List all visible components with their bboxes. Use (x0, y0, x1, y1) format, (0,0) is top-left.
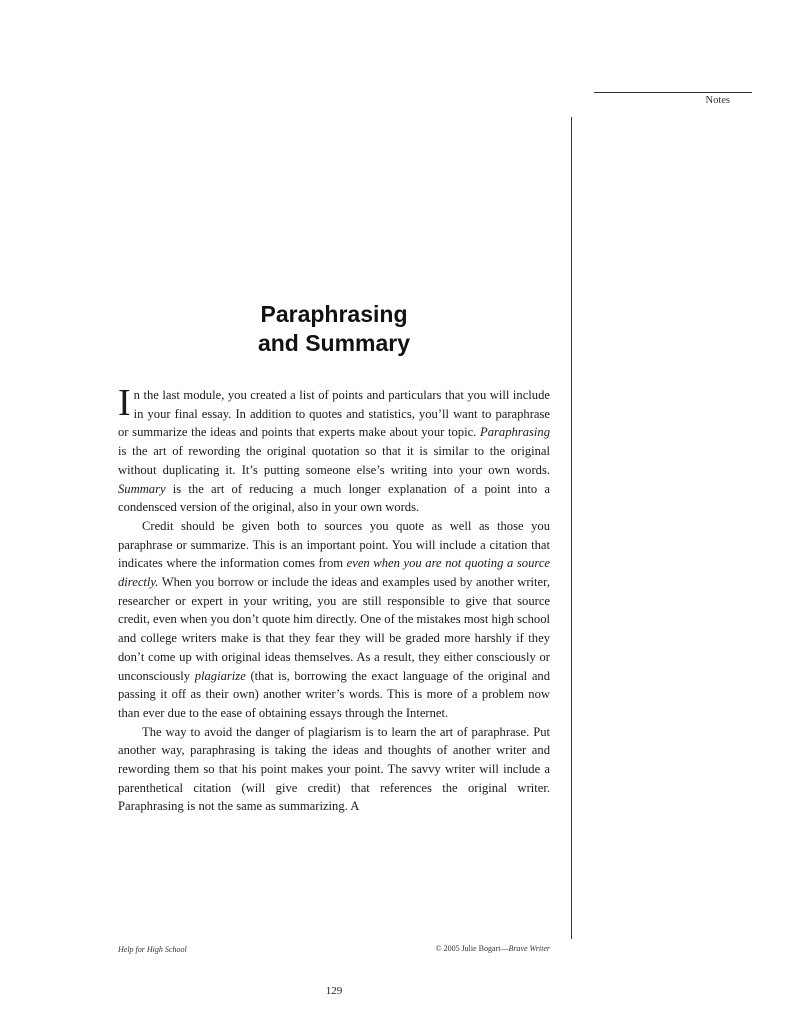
paragraph-2-text-a: Credit should be given both to sources you quote as well as those you paraphrase or summarize. This is an important point. You will include a citation that indicates where the information comes from (118, 518, 550, 571)
paragraph-2-text-b: When you borrow or include the ideas and examples used by another writer, researcher or expert in your writing, you are still responsible to give that source credit, even when you don’t quote him directly. One of the mistakes most high school and college writers make is that they fear they will be graded more harshly if they don’t come up with original ideas themselves. As a result, they either consciously or unconsciously (118, 575, 550, 683)
notes-column-rule (594, 92, 752, 93)
paragraph-1-text-c: is the art of reducing a much longer explanation of a point into a condensced version of the original, also in your own words. (118, 481, 550, 515)
copyright-text: © 2005 Julie Bogart— (435, 944, 509, 953)
term-paraphrasing: Paraphrasing (480, 425, 550, 440)
paragraph-1-text-a: n the last module, you created a list of points and particulars that you will include in your final essay. In addition to quotes and statistics, you’ll want to paraphrase or summarize the ideas and points that experts make about your topic. (118, 388, 550, 440)
drop-cap: I (118, 382, 131, 424)
paragraph-2 (118, 517, 550, 723)
footer-copyright (350, 944, 550, 953)
page-title (118, 300, 550, 358)
page-number: 129 (325, 985, 343, 997)
title-line-2: and Summary (257, 330, 411, 356)
term-summary: Summary (118, 481, 166, 496)
body-text (118, 382, 550, 816)
publisher-name: Brave Writer (508, 944, 550, 953)
emphasis-not-quoting: even when you are not quoting a source directly. (118, 556, 550, 590)
paragraph-2-text-c: (that is, borrowing the exact language of the original and passing it off as their own) another writer’s words. This is more of a problem now than ever due to the ease of obtaining essays through the Internet. (118, 668, 550, 720)
margin-divider (571, 117, 572, 939)
paragraph-3 (118, 723, 550, 817)
paragraph-3-text: The way to avoid the danger of plagiarism is to learn the art of paraphrase. Put another way, paraphrasing is taking the ideas and thoughts of another writer and rewording them so that his point makes your point. The savvy writer will include a parenthetical citation (will give credit) that references the original writer. Paraphrasing is not the same as summarizing. A (118, 724, 550, 814)
paragraph-1 (118, 382, 550, 517)
footer-book-title: Help for High School (118, 945, 187, 954)
paragraph-1-text-b: is the art of rewording the original quotation so that it is similar to the original without duplicating it. It’s putting someone else’s writing into your own words. (118, 444, 550, 477)
title-line-1: Paraphrasing (260, 301, 408, 327)
notes-label: Notes (705, 95, 730, 106)
term-plagiarize: plagiarize (194, 668, 246, 683)
